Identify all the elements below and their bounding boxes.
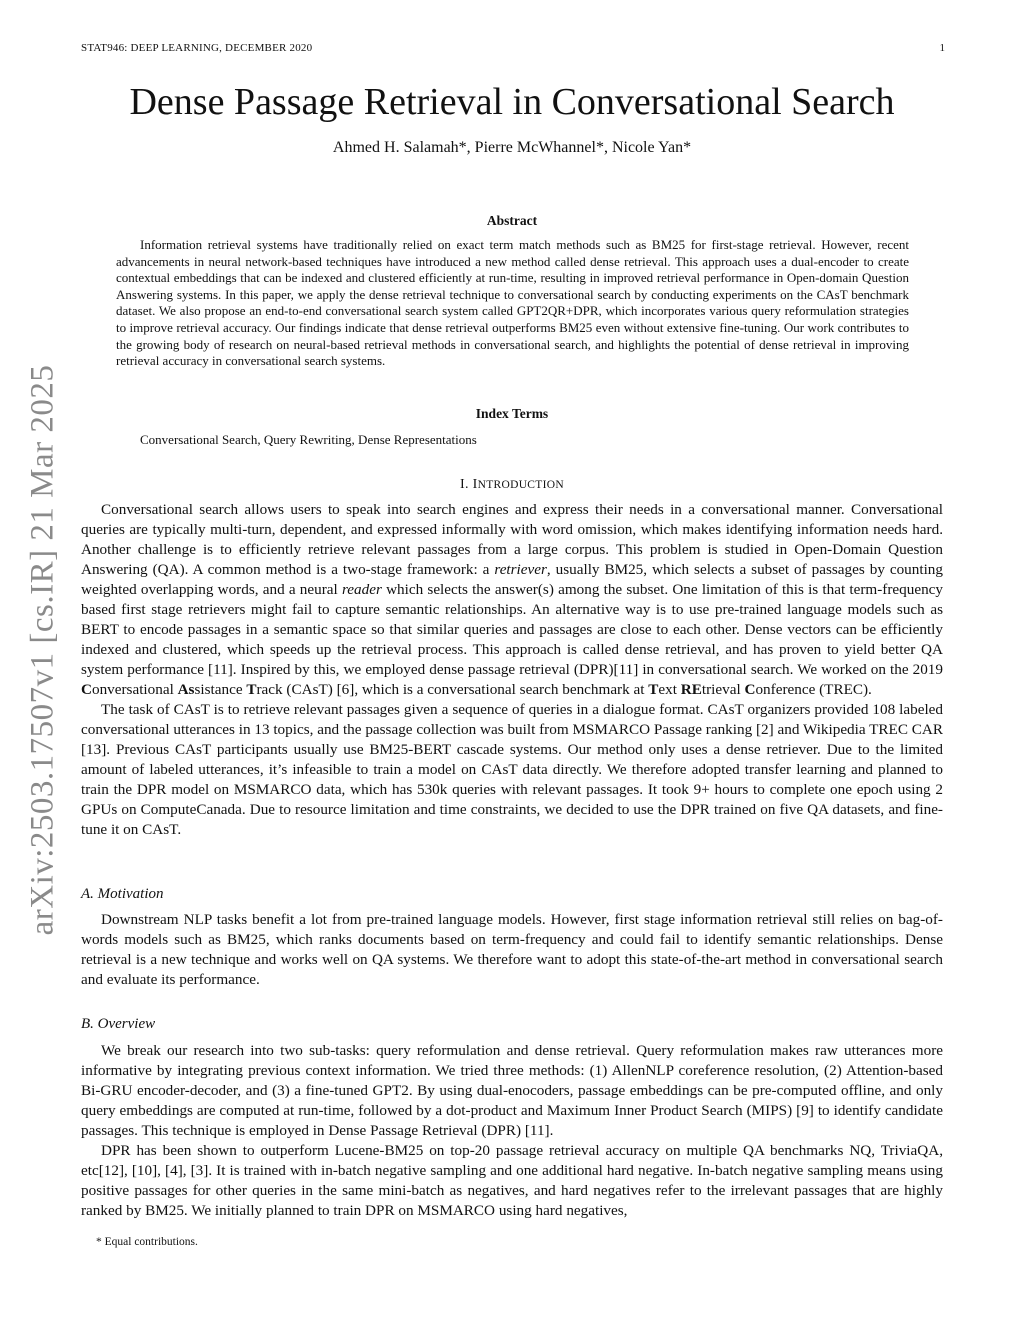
intro-p1-a: Conversational search allows users to speak into search engines and express their needs in a conversational manner. Conversational queries are typically multi-turn, dependent, and expressed informally with word omission, which makes identifying information needs hard. Another challenge is to efficiently retrieve relevant passages from a large corpus. This problem is studied in Open-Domain Question Answering (QA). A common method is a two-stage framework: a [81, 501, 943, 578]
trec-text-3: onference (TREC). [755, 681, 872, 698]
section-heading-initial: I [472, 477, 478, 492]
trec-text-2: trieval [701, 681, 745, 698]
subsection-heading-overview: B. Overview [81, 1016, 156, 1032]
running-head: STAT946: DEEP LEARNING, DECEMBER 2020 [81, 42, 313, 54]
cast-text-1: onversational [91, 681, 178, 698]
section-heading-rest: NTRODUCTION [477, 479, 564, 491]
overview-paragraph-1: We break our research into two sub-tasks: query reformulation and dense retrieval. Query reformulation makes raw utterances more informative by integrating previous context information. We tried three methods: (1) AllenNLP coreference resolution, (2) Attention-based Bi-GRU encoder-decoder, and (3) a fine-tuned GPT2. By using dual-enocoders, passage embeddings can be pre-computed offline, and only query embeddings are computed at run-time, followed by a dot-product and Maximum Inner Product Search (MIPS) [9] to identify candidate passages. This technique is employed in Dense Passage Retrieval (DPR) [11]. [81, 1042, 943, 1139]
cast-text-3: rack (CAsT) [6], which is a conversational search benchmark at [256, 681, 649, 698]
overview-body [81, 1041, 943, 1221]
introduction-body [81, 500, 943, 840]
intro-paragraph-2: The task of CAsT is to retrieve relevant passages given a sequence of queries in a dialogue format. CAsT organizers provided 108 labeled conversational utterances in 13 topics, and the passage collection was built from MSMARCO Passage ranking [2] and Wikipedia TREC CAR [13]. Previous CAsT participants usually use BM25-BERT cascade systems. Our method only uses a dense retriever. Due to the limited amount of labeled utterances, it’s infeasible to train a model on CAsT data directly. We therefore adopted transfer learning and planned to train the DPR model on MSMARCO data, which has 530k queries with relevant passages. It took 9+ hours to complete one epoch using 2 GPUs on ComputeCanada. Due to resource limitation and time constraints, we decided to use the DPR trained on five QA datasets, and fine-tune it on CAsT. [81, 701, 943, 838]
intro-paragraph-1 [81, 500, 943, 700]
motivation-paragraph-1: Downstream NLP tasks benefit a lot from pre-trained language models. However, first stage information retrieval still relies on bag-of-words models such as BM25, which ranks documents based on term-frequency and could fail to identify semantic relationships. Dense retrieval is a new technique and works well on QA systems. We therefore want to adopt this state-of-the-art method in conversational search and evaluate its performance. [81, 911, 943, 988]
paper-title: Dense Passage Retrieval in Conversational Search [129, 81, 895, 123]
author-list: Ahmed H. Salamah*, Pierre McWhannel*, Nicole Yan* [332, 139, 692, 156]
cast-initial-t: T [246, 681, 257, 698]
trec-initial-re: RE [680, 681, 702, 698]
motivation-body [81, 910, 943, 990]
cast-initial-c: C [81, 681, 92, 698]
index-terms-text: Conversational Search, Query Rewriting, Dense Representations [140, 432, 477, 447]
abstract-heading: Abstract [486, 213, 538, 228]
section-numeral: I. [460, 477, 469, 492]
arxiv-stamp: arXiv:2503.17507v1 [cs.IR] 21 Mar 2025 [24, 364, 61, 936]
subsection-heading-motivation: A. Motivation [81, 886, 164, 902]
trec-text-1: ext [658, 681, 681, 698]
intro-p1-c: which selects the answer(s) among the subset. One limitation of this is that term-frequency based first stage retrievers might fail to capture semantic relationships. An alternative way is to use pre-trained language models such as BERT to encode passages in a semantic space so that similar queries and passages are close to each other. Dense vectors can be efficiently indexed and clustered, which speeds up the retrieval process. This approach is called dense retrieval, and has proven to yield better QA system performance [11]. Inspired by this, we employed dense passage retrieval (DPR)[11] in conversational search. We worked on the 2019 [81, 581, 943, 678]
cast-text-2: sistance [194, 681, 247, 698]
cast-initial-as: As [177, 681, 195, 698]
page-number: 1 [939, 42, 945, 54]
intro-p1-b: , usually BM25, which selects a subset of passages by counting weighted overlapping words, and a neural [81, 561, 943, 598]
footnote: * Equal contributions. [96, 1236, 198, 1248]
section-heading-introduction [0, 477, 1024, 493]
abstract-text: Information retrieval systems have traditionally relied on exact term match methods such as BM25 for first-stage retrieval. However, recent advancements in neural network-based techniques have introduced a new method called dense retrieval. This approach uses a dual-encoder to create contextual embeddings that can be indexed and clustered efficiently at run-time, resulting in improved retrieval performance in Open-domain Question Answering systems. In this paper, we apply the dense retrieval technique to conversational search by conducting experiments on the CAsT benchmark dataset. We also propose an end-to-end conversational search system called GPT2QR+DPR, which incorporates various query reformulation strategies to improve retrieval accuracy. Our findings indicate that dense retrieval outperforms BM25 even without extensive fine-tuning. Our work contributes to the growing body of research on neural-based retrieval methods in conversational search, and highlights the potential of dense retrieval in improving retrieval accuracy in conversational search systems. [116, 237, 909, 369]
reader-term: reader [341, 581, 382, 598]
index-terms-heading: Index Terms [475, 406, 549, 421]
trec-initial-c: C [744, 681, 756, 698]
trec-initial-t: T [648, 681, 659, 698]
retriever-term: retriever [494, 561, 547, 578]
overview-paragraph-2: DPR has been shown to outperform Lucene-BM25 on top-20 passage retrieval accuracy on multiple QA benchmarks NQ, TriviaQA, etc[12], [10], [4], [3]. It is trained with in-batch negative sampling and one additional hard negative. In-batch negative sampling means using positive passages for other queries in the same mini-batch as negatives, and hard negatives refer to the irrelevant passages that are highly ranked by BM25. We initially planned to train DPR on MSMARCO using hard negatives, [81, 1142, 943, 1219]
